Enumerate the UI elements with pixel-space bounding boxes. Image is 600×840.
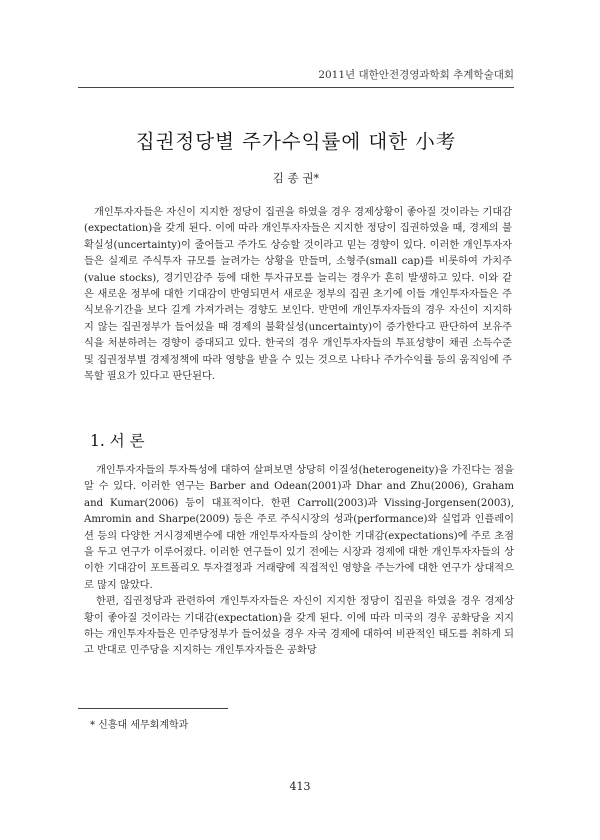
body-paragraph-1: 개인투자자들의 투자특성에 대하여 살펴보면 상당히 이질성(heterogeneity)을 가진다는 점을 알 수 있다. 이러한 연구는 Barber and Odean(2001)과 Dhar and Zhu(2006), Graham and Kumar(2006) 등이 대표적이다. 한편 Carroll(2003)과 Vissing-Jorgensen(2003), Amromin and Sharpe(2009) 등은 주로 주식시장의 성과(performance)와 실업과 인플레이션 등의 다양한 거시경제변수에 대한 개인투자자들의 상이한 기대감(expectations)에 주로 초점을 두고 연구가 이루어졌다. 이러한 연구들이 있기 전에는 시장과 경제에 대한 개인투자자들의 상이한 기대감이 포트폴리오 투자결정과 거래량에 직접적인 영향을 주는가에 대한 연구가 상대적으로 많지 않았다. xyxy=(84,465,514,591)
section-body xyxy=(84,463,514,660)
body-paragraph-2: 한편, 집권정당과 관련하여 개인투자자들은 자신이 지지한 정당이 집권을 하였을 경우 경제상황이 좋아질 것이라는 기대감(expectation)을 갖게 된다. 이에 따라 미국의 경우 공화당을 지지하는 개인투자자들은 민주당정부가 들어섰을 경우 자국 경제에 대하여 비관적인 태도를 취하게 되고 반대로 민주당을 지지하는 개인투자자들은 공화당 xyxy=(84,596,514,657)
paper-title: 집권정당별 주가수익률에 대한 小考 xyxy=(135,130,457,153)
abstract: 개인투자자들은 자신이 지지한 정당이 집권을 하였을 경우 경제상황이 좋아질 것이라는 기대감(expectation)을 갖게 된다. 이에 따라 개인투자자들은 지지한 정당이 집권하였을 때, 경제의 불확실성(uncertainty)이 줄어들고 주가도 상승할 것이라고 믿는 경향이 있다. 이러한 개인투자자들은 실제로 주식투자 규모를 늘려가는 상황을 만들며, 소형주(small cap)를 비롯하여 가치주(value stocks), 경기민감주 등에 대한 투자규모를 늘리는 경우가 흔히 발생하고 있다. 이와 같은 새로운 정부에 대한 기대감이 반영되면서 새로운 정부의 집권 초기에 이들 개인투자자들은 주식보유기간을 보다 길게 가져가려는 경향도 보인다. 반면에 개인투자자들의 경우 자신이 지지하지 않는 집권정부가 들어섰을 때 경제의 불확실성(uncertainty)이 증가한다고 판단하여 보유주식을 처분하려는 경향이 증대되고 있다. 한국의 경우 개인투자자들의 투표성향이 채권 소득수준 및 집권정부별 경제정책에 따라 영향을 받을 수 있는 것으로 나타나 주가수익률 등의 움직임에 주목할 필요가 있다고 판단된다. xyxy=(84,207,512,383)
footnote-divider xyxy=(78,708,228,709)
author-name: 김 종 권* xyxy=(272,171,320,185)
header-divider xyxy=(78,87,514,88)
page-number: 413 xyxy=(289,780,311,793)
running-header: 2011년 대한안전경영과학회 추계학술대회 xyxy=(318,69,514,81)
section-heading: 1. 서 론 xyxy=(90,432,145,450)
footnote: * 신흥대 세무회계학과 xyxy=(90,720,189,731)
